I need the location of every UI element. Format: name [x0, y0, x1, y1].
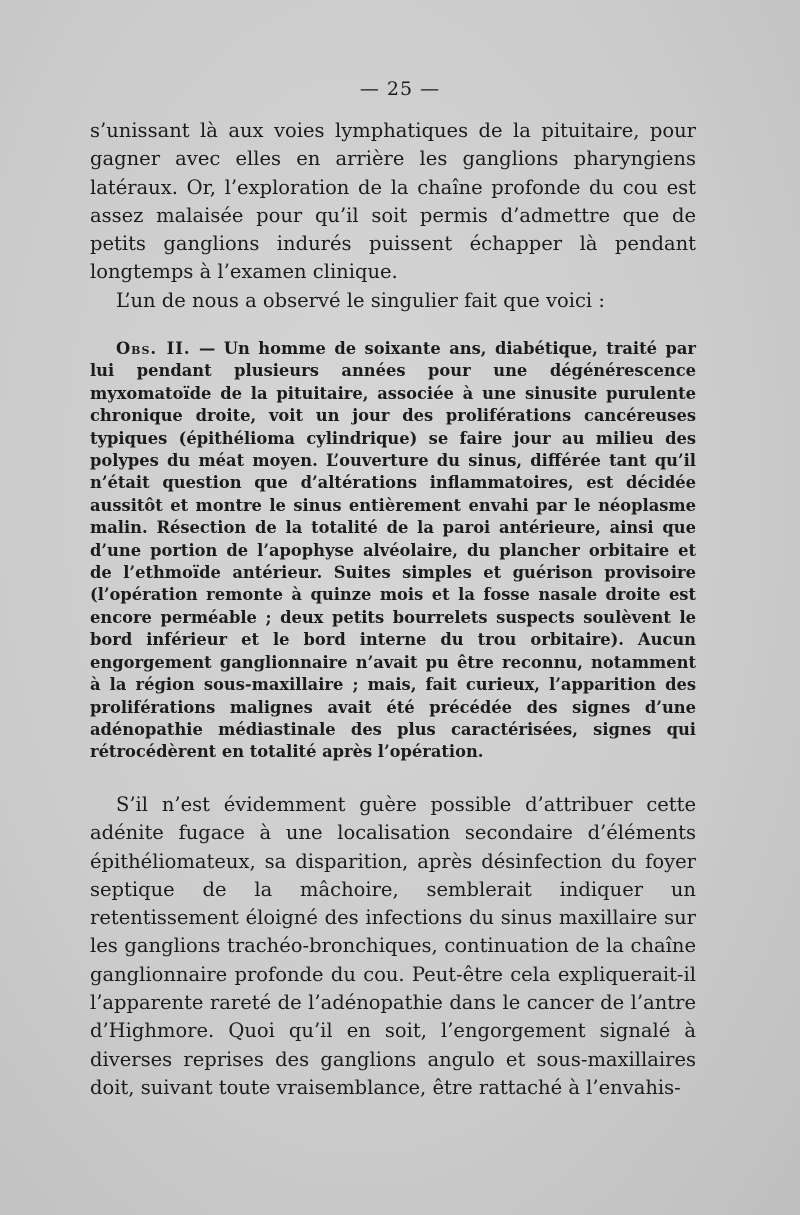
closing-paragraph: S’il n’est évidemment guère possible d’attribuer cette adénite fugace à une localisation secondaire d’éléments épithéliomateux, sa disparition, après désinfection du foyer septique de la mâchoire, semblerait indiquer un retentissement éloigné des infections du sinus maxillaire sur les ganglions trachéo-bronchiques, continuation de la chaîne ganglionnaire profonde du cou. Peut-être cela expliquerait-il l’apparente rareté de l’adénopathie dans le cancer de l’antre d’Highmore. Quoi qu’il en soit, l’engorgement signalé à diverses reprises des ganglions angulo et sous-maxillaires doit, suivant toute vraisemblance, être rattaché à l’envahis- [90, 793, 696, 1099]
intro-section [90, 117, 696, 315]
closing-section [90, 791, 696, 1102]
continued-paragraph: s’unissant là aux voies lymphatiques de la pituitaire, pour gagner avec elles en arrière les ganglions pharyngiens latéraux. Or, l’exploration de la chaîne profonde du cou est assez malaisée pour qu’il soit permis d’admettre que de petits ganglions indurés puissent échapper là pendant longtemps à l’examen clinique. [90, 119, 696, 284]
page-number: — 25 — [359, 78, 441, 100]
observation-label: Obs. II. [116, 339, 191, 358]
observation-section [90, 338, 696, 764]
observation-text: — Un homme de soixante ans, diabétique, traité par lui pendant plusieurs années pour une dégénérescence myxomatoïde de la pituitaire, associée à une sinusite purulente chronique droite, voit un jour des proliférations cancéreuses typiques (épithélioma cylindrique) se faire jour au milieu des polypes du méat moyen. L’ouverture du sinus, différée tant qu’il n’était question que d’altérations inflammatoires, est décidée aussitôt et montre le sinus entièrement envahi par le néoplasme malin. Résection de la totalité de la paroi antérieure, ainsi que d’une portion de l’apophyse alvéolaire, du plancher orbitaire et de l’ethmoïde antérieur. Suites simples et guérison provisoire (l’opération remonte à quinze mois et la fosse nasale droite est encore perméable ; deux petits bourrelets suspects soulèvent le bord inférieur et le bord interne du trou orbitaire). Aucun engorgement ganglionnaire n’avait pu être reconnu, notamment à la région sous-maxillaire ; mais, fait curieux, l’apparition des proliférations malignes avait été précédée des signes d’une adénopathie médiastinale des plus caractérisées, signes qui rétrocédèrent en totalité après l’opération. [90, 339, 696, 762]
lead-paragraph: L’un de nous a observé le singulier fait que voici : [116, 288, 605, 312]
observation-paragraph [90, 338, 696, 764]
